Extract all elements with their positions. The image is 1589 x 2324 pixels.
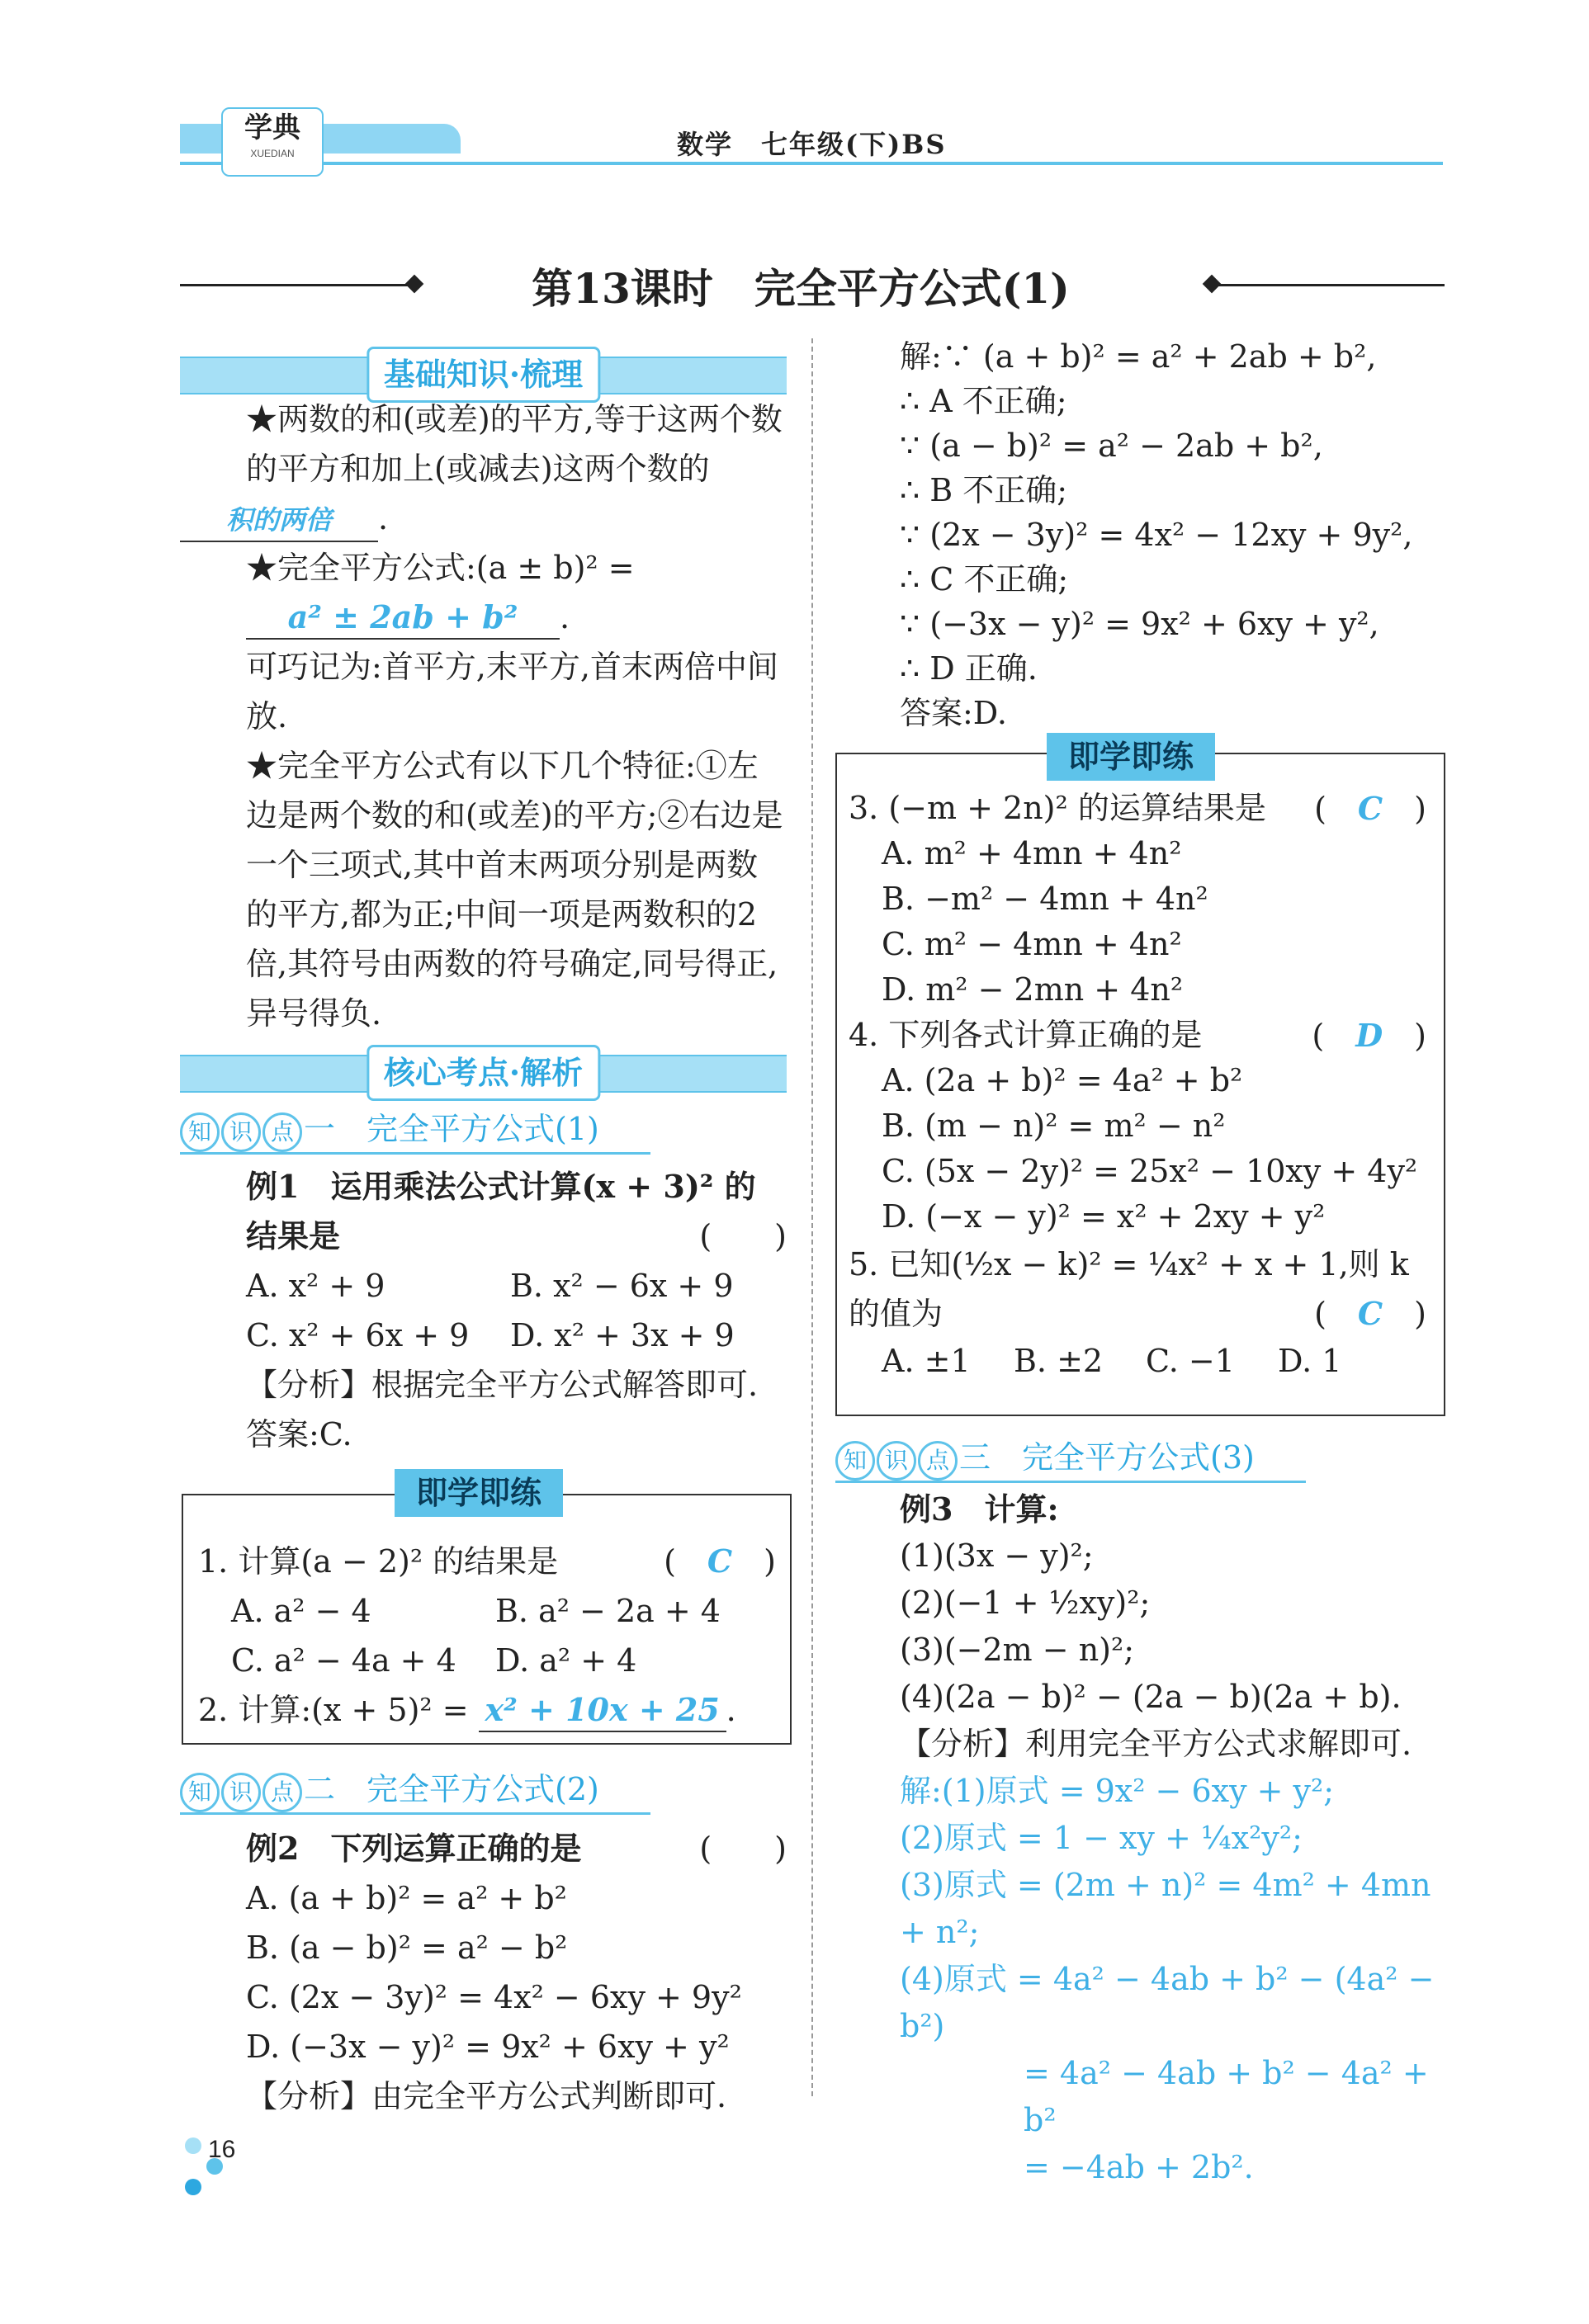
header-subject: 数学 七年级(下)BS — [677, 129, 947, 160]
option-d: D. (−x − y)² = x² + 2xy + y² — [882, 1198, 1326, 1235]
logo-text: 学典 — [244, 111, 300, 144]
example-3-solution: 解:(1)原式 = 9x² − 6xy + y²; — [900, 1773, 1335, 1809]
example-3-item: (1)(3x − y)²; — [900, 1538, 1094, 1574]
kp-badge-char: 点 — [262, 1112, 302, 1152]
knowledge-point-1 — [180, 1106, 650, 1155]
example-3-solution: (4)原式 = 4a² − 4ab + b² − (4a² − b²) — [900, 1961, 1435, 2044]
kp-badge-char: 知 — [835, 1441, 875, 1481]
title-rule-right — [1213, 284, 1445, 286]
logo — [221, 107, 324, 177]
knowledge-p1: ★两数的和(或差)的平方,等于这两个数的平方和加上(或减去)这两个数的 — [246, 401, 783, 487]
question-5-answer: C — [1357, 1295, 1383, 1332]
example-3-solution: (2)原式 = 1 − xy + ¼x²y²; — [900, 1820, 1303, 1856]
option-d: D. 1 — [1278, 1343, 1342, 1379]
kp-number: 三 — [959, 1439, 991, 1476]
practice-label-2: 即学即练 — [1047, 733, 1215, 781]
option-c: C. (5x − 2y)² = 25x² − 10xy + 4y² — [882, 1153, 1418, 1189]
page-number: 16 — [208, 2136, 236, 2163]
kp-badge-char: 知 — [180, 1112, 220, 1152]
solution-line: ∵ (−3x − y)² = 9x² + 6xy + y², — [900, 606, 1379, 642]
option-a: A. ±1 — [882, 1343, 971, 1379]
option-d: D. x² + 3x + 9 — [510, 1317, 735, 1353]
option-b: B. (a − b)² = a² − b² — [246, 1930, 568, 1966]
title-rule-left — [180, 284, 415, 286]
option-b: B. a² − 2a + 4 — [495, 1593, 721, 1629]
question-2-stem: 2. 计算:(x + 5)² = — [198, 1692, 469, 1728]
option-c: C. (2x − 3y)² = 4x² − 6xy + 9y² — [246, 1979, 742, 2015]
question-4-stem: 4. 下列各式计算正确的是 — [849, 1017, 1203, 1053]
practice-1-content: 1. 计算(a − 2)² 的结果是 ( C ) A. a² − 4 B. a² − 2a + 4 C. a² − 4a + 4 D. a² + 4 2. 计算:(x + 5)² = x² + 10x + 25 . — [198, 1537, 776, 1735]
option-c: C. x² + 6x + 9 — [246, 1317, 470, 1353]
solution-line: ∵ (2x − 3y)² = 4x² − 12xy + 9y², — [900, 517, 1413, 553]
kp-badge-char: 识 — [221, 1773, 261, 1812]
example-1 — [180, 1162, 787, 1459]
solution-line: 解:∵ (a + b)² = a² + 2ab + b², — [900, 338, 1377, 375]
solution-line: 答案:D. — [900, 695, 1007, 731]
kp-badge-char: 知 — [180, 1773, 220, 1812]
option-d: D. a² + 4 — [495, 1642, 637, 1679]
option-b: B. −m² − 4mn + 4n² — [882, 881, 1208, 917]
option-b: B. x² − 6x + 9 — [510, 1268, 734, 1304]
practice-label-1: 即学即练 — [395, 1469, 563, 1517]
solution-line: ∴ D 正确. — [900, 650, 1038, 687]
page-dots — [185, 2179, 201, 2195]
knowledge-block: ★两数的和(或差)的平方,等于这两个数的平方和加上(或减去)这两个数的 积的两倍 . ★完全平方公式:(a ± b)² = a² ± 2ab + b² . 可巧记为:首平方,末平方,首末两倍中间放. ★完全平方公式有以下几个特征:①左边是两个数的和(或差)的平方;②右边是一个三项式,其中首末两项分别是两数的平方,都为正;中间一项是两数积的2倍,其符号由两数的符号确定,同号得正,异号得负. — [180, 394, 787, 1038]
example-1-paren: ( ) — [699, 1218, 787, 1254]
example-3-item: (3)(−2m − n)²; — [900, 1632, 1135, 1668]
example-3-solution: = −4ab + 2b². — [1024, 2149, 1254, 2185]
knowledge-point-3 — [835, 1434, 1306, 1483]
kp-badge-char: 识 — [221, 1112, 261, 1152]
title-diamond-left — [405, 275, 424, 294]
option-c: C. m² − 4mn + 4n² — [882, 926, 1182, 962]
section-banner-basic — [180, 357, 787, 394]
option-c: C. −1 — [1146, 1343, 1235, 1379]
option-b: B. (m − n)² = m² − n² — [882, 1108, 1226, 1144]
example-3-solution: = 4a² − 4ab + b² − 4a² + b² — [1024, 2055, 1429, 2138]
option-a: A. (2a + b)² = 4a² + b² — [882, 1062, 1243, 1098]
kp-badge-char: 点 — [262, 1773, 302, 1812]
example-2-solution — [900, 334, 1445, 735]
lesson-title: 第13课时 完全平方公式(1) — [532, 264, 1070, 313]
example-3-item: (2)(−1 + ½xy)²; — [900, 1585, 1151, 1621]
example-3-item: (4)(2a − b)² − (2a − b)(2a + b). — [900, 1679, 1402, 1715]
knowledge-point-2 — [180, 1766, 650, 1815]
solution-line: ∴ B 不正确; — [900, 472, 1068, 508]
solution-line: ∵ (a − b)² = a² − 2ab + b², — [900, 427, 1323, 464]
kp-title: 完全平方公式(3) — [1022, 1439, 1255, 1476]
knowledge-p4: ★完全平方公式有以下几个特征:①左边是两个数的和(或差)的平方;②右边是一个三项式,其中首末两项分别是两数的平方,都为正;中间一项是两数积的2倍,其符号由两数的符号确定,同号得正,异号得负. — [246, 748, 783, 1032]
option-d: D. m² − 2mn + 4n² — [882, 971, 1184, 1008]
question-5-stem: 5. 已知(½x − k)² = ¼x² + x + 1,则 k 的值为 — [849, 1246, 1409, 1332]
example-2-stem: 例2 下列运算正确的是 — [246, 1830, 582, 1867]
kp-number: 一 — [304, 1111, 336, 1147]
knowledge-p3: 可巧记为:首平方,末平方,首末两倍中间放. — [246, 649, 778, 735]
example-3 — [900, 1486, 1445, 2191]
knowledge-p1-answer: 积的两倍 — [180, 499, 378, 542]
kp-title: 完全平方公式(2) — [367, 1771, 599, 1807]
question-3-answer: C — [1357, 790, 1383, 827]
option-a: A. (a + b)² = a² + b² — [246, 1880, 567, 1916]
section-title-core: 核心考点·解析 — [367, 1045, 600, 1101]
practice-2-content: 3. (−m + 2n)² 的运算结果是 ( C ) A. m² + 4mn + 4n² B. −m² − 4mn + 4n² C. m² − 4mn + 4n² D. m² − 2mn + 4n² 4. 下列各式计算正确的是 ( D ) A. (2a + b)² = 4a² + b² B. (m − n)² = m² − n² C. (5x − 2y)² = 25x² − 10xy + 4y² D. (−x − y)² = x² + 2xy + y² 5. 已知(½x − k)² = ¼x² + x + 1,则 k 的值为 ( C ) A. ±1 B. ±2 C. −1 D. 1 — [849, 786, 1426, 1384]
header-line — [180, 162, 1443, 165]
question-4-answer: D — [1355, 1017, 1383, 1054]
example-3-analysis: 【分析】利用完全平方公式求解即可. — [900, 1726, 1412, 1762]
section-title-basic: 基础知识·梳理 — [367, 347, 600, 403]
option-b: B. ±2 — [1014, 1343, 1104, 1379]
knowledge-p2: ★完全平方公式:(a ± b)² = — [246, 550, 635, 586]
option-c: C. a² − 4a + 4 — [231, 1642, 456, 1679]
option-a: A. x² + 9 — [246, 1268, 385, 1304]
question-1-answer: C — [707, 1542, 733, 1580]
question-3-stem: 3. (−m + 2n)² 的运算结果是 — [849, 790, 1266, 826]
column-divider — [811, 338, 813, 2096]
knowledge-p2-answer: a² ± 2ab + b² — [246, 597, 560, 640]
kp-badge-char: 识 — [877, 1441, 916, 1481]
page-dots — [185, 2137, 201, 2154]
example-2 — [180, 1824, 787, 2121]
section-banner-core — [180, 1055, 787, 1093]
example-1-analysis: 【分析】根据完全平方公式解答即可. — [246, 1367, 759, 1403]
question-1-stem: 1. 计算(a − 2)² 的结果是 — [198, 1543, 559, 1580]
logo-subtext: XUEDIAN — [250, 148, 295, 159]
example-2-analysis: 【分析】由完全平方公式判断即可. — [246, 2078, 727, 2114]
question-2-answer: x² + 10x + 25 — [479, 1689, 726, 1732]
example-1-stem: 例1 运用乘法公式计算(x + 3)² 的结果是 — [246, 1168, 756, 1254]
example-1-answer: 答案:C. — [246, 1416, 352, 1452]
kp-title: 完全平方公式(1) — [367, 1111, 599, 1147]
option-d: D. (−3x − y)² = 9x² + 6xy + y² — [246, 2029, 730, 2065]
example-3-stem: 例3 计算: — [900, 1490, 1059, 1528]
solution-line: ∴ A 不正确; — [900, 383, 1067, 419]
option-a: A. a² − 4 — [231, 1593, 371, 1629]
kp-badge-char: 点 — [918, 1441, 958, 1481]
kp-number: 二 — [304, 1771, 336, 1807]
option-a: A. m² + 4mn + 4n² — [882, 835, 1182, 872]
example-2-paren: ( ) — [699, 1830, 787, 1867]
example-3-solution: (3)原式 = (2m + n)² = 4m² + 4mn + n²; — [900, 1867, 1431, 1950]
solution-line: ∴ C 不正确; — [900, 561, 1069, 598]
